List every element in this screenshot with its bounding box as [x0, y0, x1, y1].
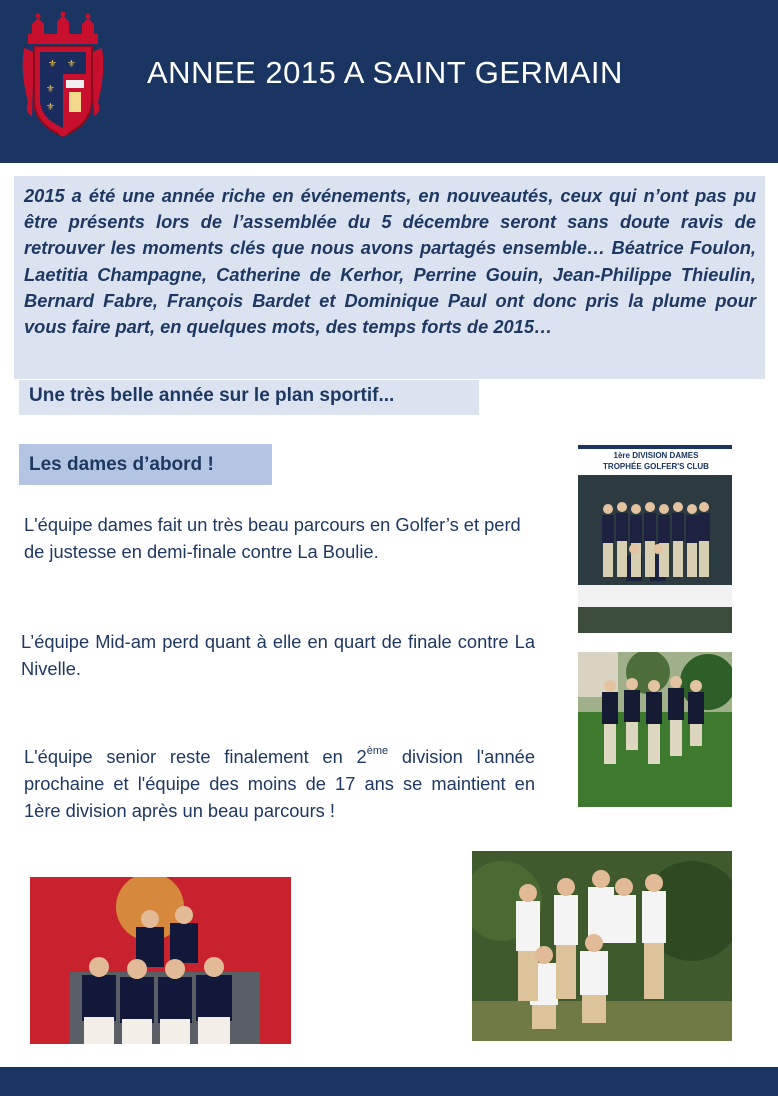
- paragraph-equipe-senior: [24, 743, 535, 824]
- senior-superscript: ème: [366, 745, 389, 757]
- banner-line2: TROPHÉE GOLFER'S CLUB: [603, 462, 709, 471]
- club-crest-logo: [22, 12, 104, 144]
- photo-equipe-midam: [578, 652, 732, 807]
- svg-text:⚜: ⚜: [48, 59, 57, 70]
- photo-equipe-senior: [30, 877, 291, 1044]
- senior-text-part2: division l'année prochaine et l'équipe des moins de 17 ans se maintient en 1ère division après un beau parcours !: [24, 746, 536, 821]
- section-heading-sport: [19, 380, 479, 415]
- svg-text:⚜: ⚜: [67, 59, 76, 70]
- paragraph-equipe-midam: L’équipe Mid-am perd quant à elle en quart de finale contre La Nivelle.: [21, 631, 535, 679]
- senior-text-part1: L'équipe senior reste finalement en 2: [24, 746, 367, 767]
- footer-bar: [0, 1067, 778, 1096]
- section-heading-dames-label: Les dames d’abord !: [29, 454, 214, 475]
- intro-paragraph: 2015 a été une année riche en événements, en nouveautés, ceux qui n’ont pas pu être présents lors de l’assemblée du 5 décembre seront sans doute ravis de retrouver les moments clés que nous avons partagés ensemble… Béatrice Foulon, Laetitia Champagne, Catherine de Kerhor, Perrine Gouin, Jean-Philippe Thieulin, Bernard Fabre, François Bardet et Dominique Paul ont donc pris la plume pour vous faire part, en quelques mots, des temps forts de 2015…: [24, 185, 756, 338]
- page-title: ANNEE 2015 A SAINT GERMAIN: [147, 55, 623, 90]
- banner-line1: 1ère DIVISION DAMES: [613, 451, 699, 460]
- photo-equipe-dames-banner: [578, 445, 732, 633]
- header-bar: [0, 0, 778, 163]
- paragraph-equipe-dames: L'équipe dames fait un très beau parcours en Golfer’s et perd de justesse en demi-finale contre La Boulie.: [24, 514, 521, 562]
- svg-text:⚜: ⚜: [46, 102, 55, 113]
- section-heading-dames: [19, 444, 272, 485]
- photo-equipe-moins-17-ans: [472, 851, 732, 1041]
- svg-text:⚜: ⚜: [46, 84, 55, 95]
- section-heading-sport-label: Une très belle année sur le plan sportif...: [29, 385, 395, 406]
